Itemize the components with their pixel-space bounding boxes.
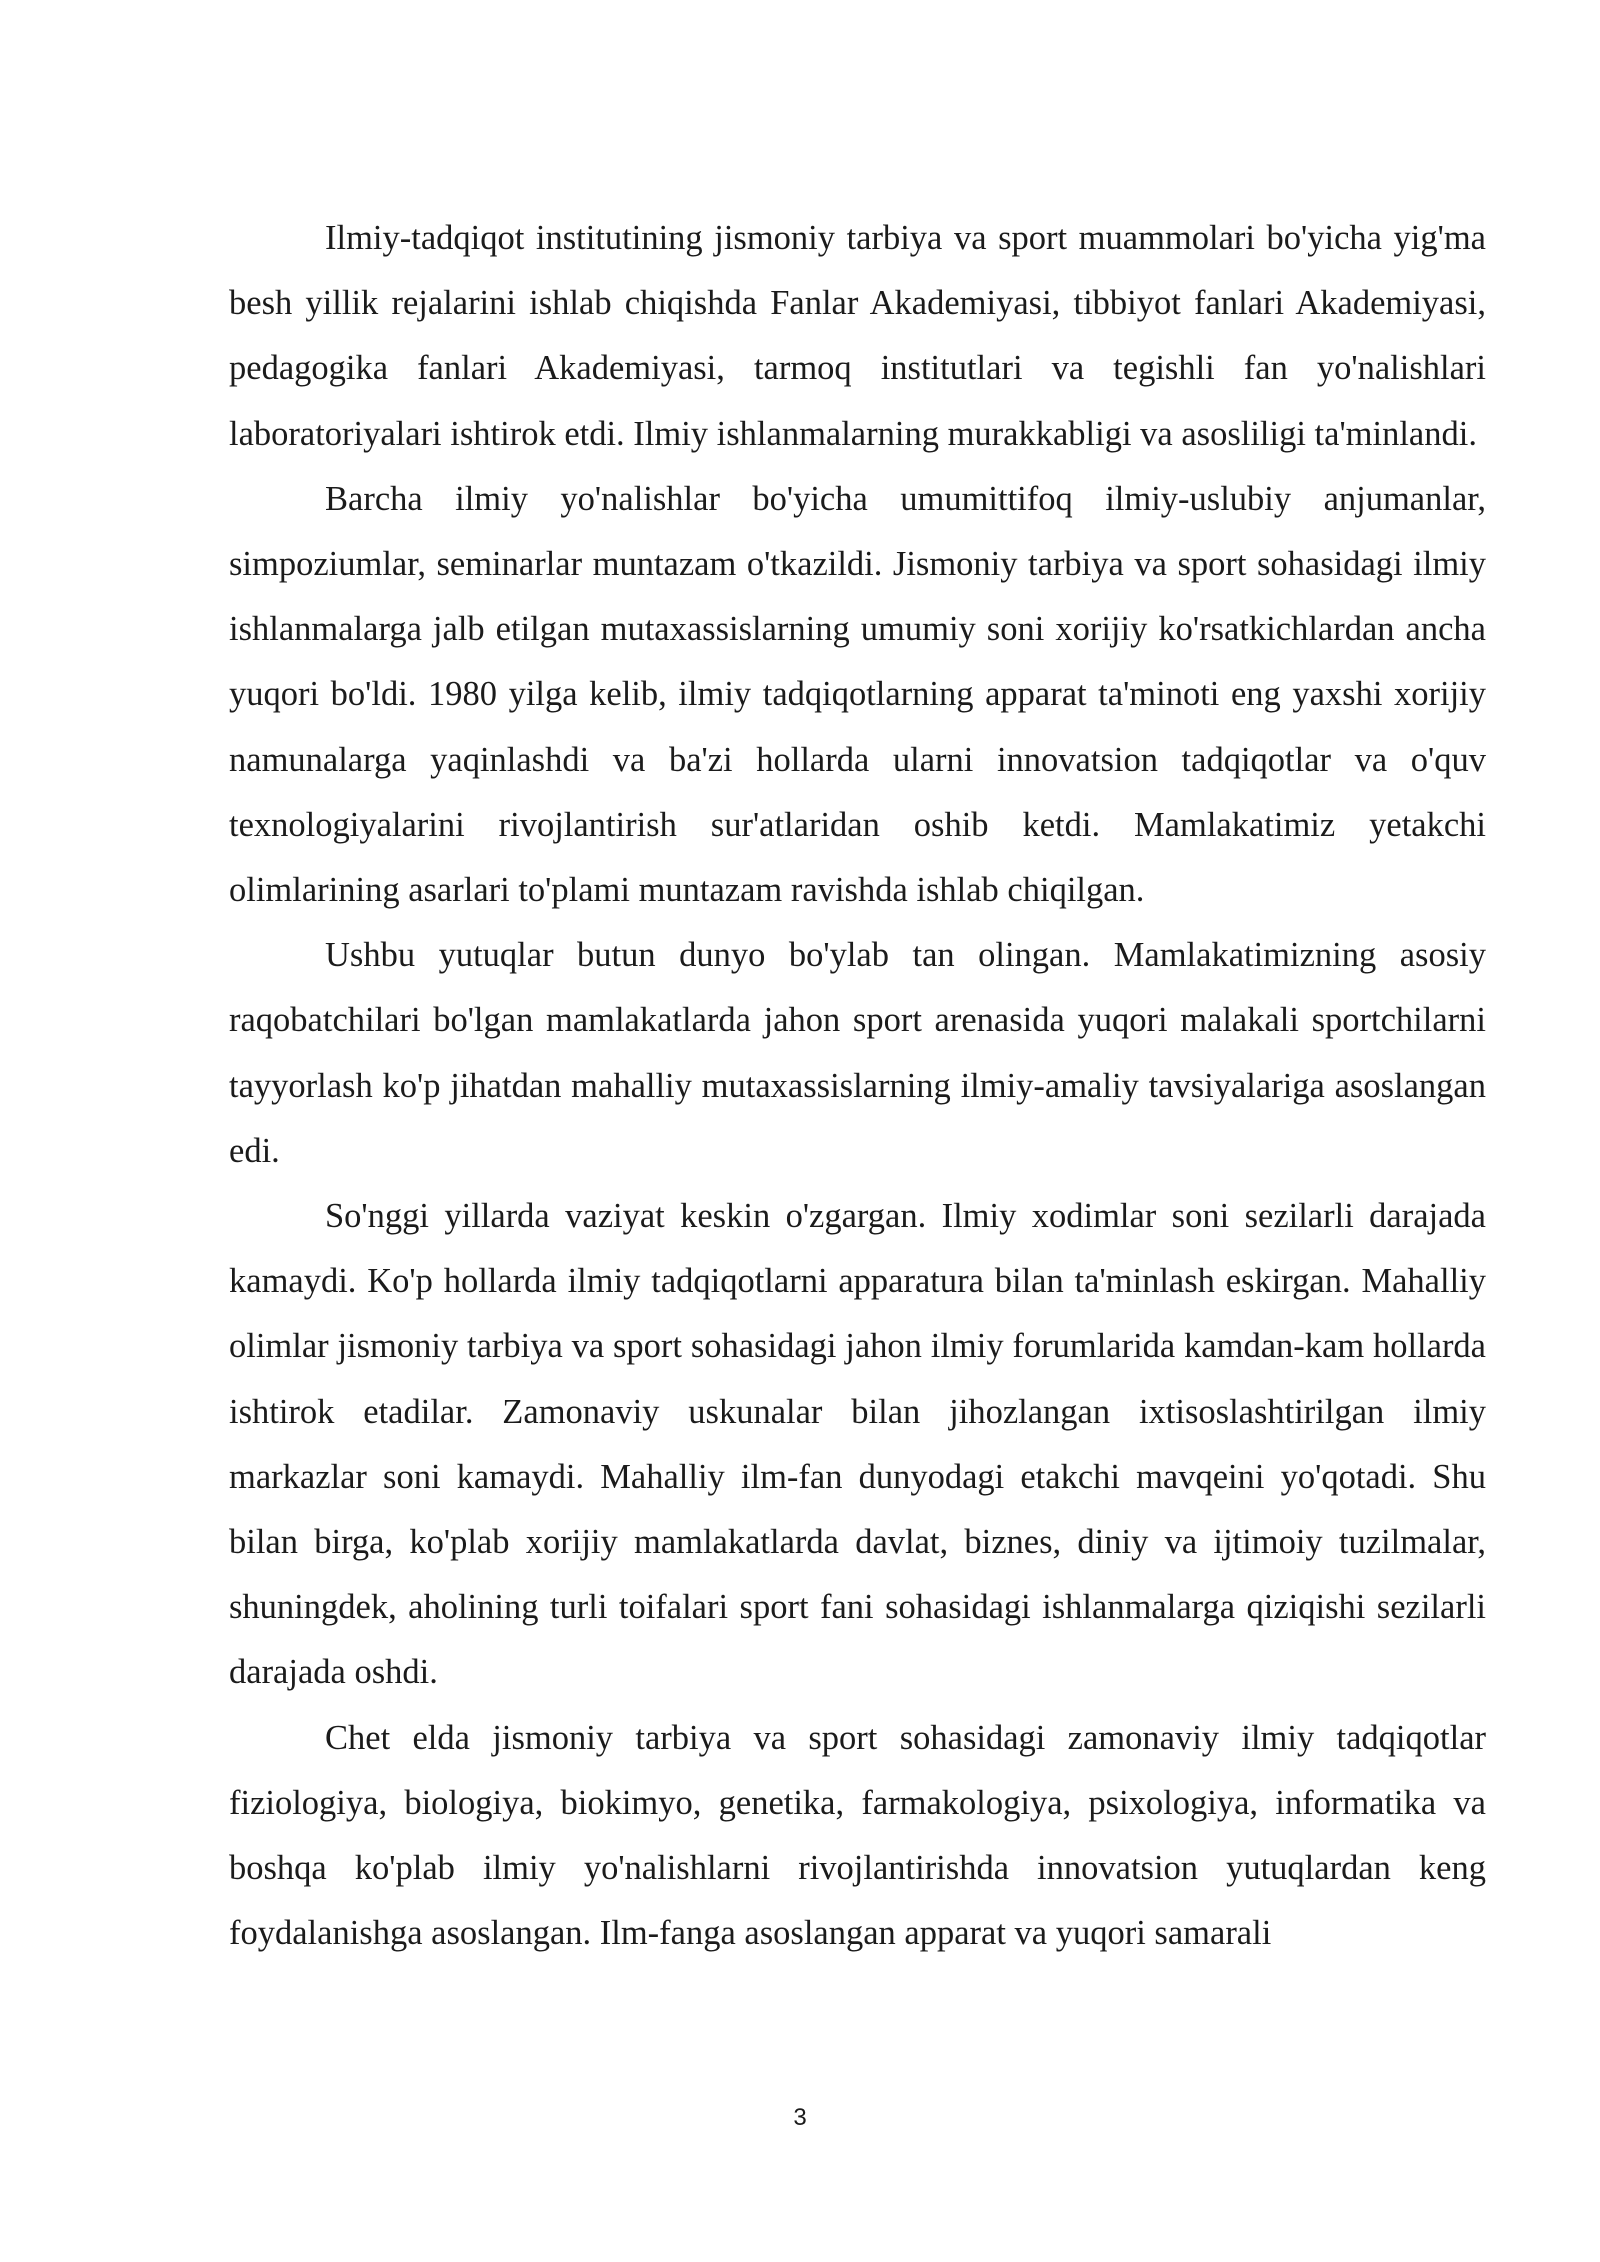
paragraph-4: So'nggi yillarda vaziyat keskin o'zgargan. Ilmiy xodimlar soni sezilarli darajada kamaydi. Ko'p hollarda ilmiy tadqiqotlarni apparatura bilan ta'minlash eskirgan. Mahalliy olimlar jismoniy tarbiya va sport sohasidagi jahon ilmiy forumlarida kamdan-kam hollarda ishtirok etadilar. Zamonaviy uskunalar bilan jihozlangan ixtisoslashtirilgan ilmiy markazlar soni kamaydi. Mahalliy ilm-fan dunyodagi etakchi mavqeini yo'qotadi. Shu bilan birga, ko'plab xorijiy mamlakatlarda davlat, biznes, diniy va ijtimoiy tuzilmalar, shuningdek, aholining turli toifalari sport fani sohasidagi ishlanmalarga qiziqishi sezilarli darajada oshdi. xyxy=(229,1197,1486,1692)
paragraph-2: Barcha ilmiy yo'nalishlar bo'yicha umumittifoq ilmiy-uslubiy anjumanlar, simpoziumlar, seminarlar muntazam o'tkazildi. Jismoniy tarbiya va sport sohasidagi ilmiy ishlanmalarga jalb etilgan mutaxassislarning umumiy soni xorijiy ko'rsatkichlardan ancha yuqori bo'ldi. 1980 yilga kelib, ilmiy tadqiqotlarning apparat ta'minoti eng yaxshi xorijiy namunalarga yaqinlashdi va ba'zi hollarda ularni innovatsion tadqiqotlar va o'quv texnologiyalarini rivojlantirish sur'atlaridan oshib ketdi. Mamlakatimiz yetakchi olimlarining asarlari to'plami muntazam ravishda ishlab chiqilgan. xyxy=(229,479,1486,910)
document-body xyxy=(229,206,1486,1966)
page-number: 3 xyxy=(793,2104,807,2131)
paragraph-3: Ushbu yutuqlar butun dunyo bo'ylab tan olingan. Mamlakatimizning asosiy raqobatchilari bo'lgan mamlakatlarda jahon sport arenasida yuqori malakali sportchilarni tayyorlash ko'p jihatdan mahalliy mutaxassislarning ilmiy-amaliy tavsiyalariga asoslangan edi. xyxy=(229,936,1486,1170)
paragraph-5: Chet elda jismoniy tarbiya va sport sohasidagi zamonaviy ilmiy tadqiqotlar fiziologiya, biologiya, biokimyo, genetika, farmakologiya, psixologiya, informatika va boshqa ko'plab ilmiy yo'nalishlarni rivojlantirishda innovatsion yutuqlardan keng foydalanishga asoslangan. Ilm-fanga asoslangan apparat va yuqori samarali xyxy=(229,1718,1486,1953)
paragraph-1: Ilmiy-tadqiqot institutining jismoniy tarbiya va sport muammolari bo'yicha yig'ma besh yillik rejalarini ishlab chiqishda Fanlar Akademiyasi, tibbiyot fanlari Akademiyasi, pedagogika fanlari Akademiyasi, tarmoq institutlari va tegishli fan yo'nalishlari laboratoriyalari ishtirok etdi. Ilmiy ishlanmalarning murakkabligi va asosliligi ta'minlandi. xyxy=(229,219,1486,453)
